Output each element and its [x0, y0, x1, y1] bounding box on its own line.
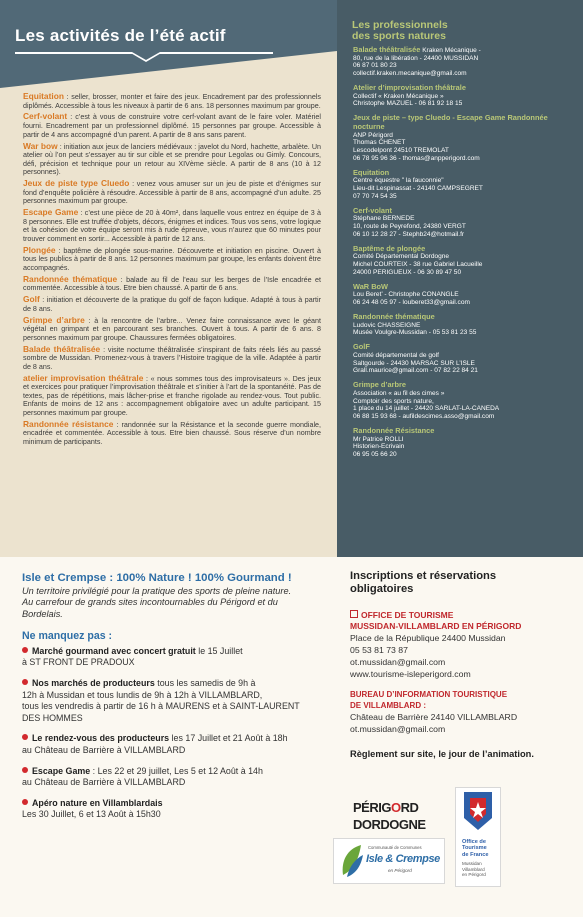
professional-contact-line[interactable]: Christophe MAZUEL - 06 81 92 18 15 [353, 100, 463, 108]
professional-entry [353, 427, 578, 459]
professional-contact-line: Collectif « Kraken Mécanique » [353, 92, 444, 100]
info-bureau-details: Château de Barrière 24140 VILLAMBLARD ot.mussidan@gmail.com [350, 711, 575, 735]
professional-contact-line: Stéphane BERNEDE [353, 215, 415, 223]
professional-activity: WaR BoW [353, 281, 389, 291]
perigord-dordogne-logo: PÉRIGORD DORDOGNE [353, 800, 426, 832]
activities-list [23, 92, 321, 449]
professional-entry [353, 114, 578, 162]
event-details-line: à ST FRONT DE PRADOUX [22, 657, 135, 668]
event-details: : Les 22 et 29 juillet, Les 5 et 12 Août à 14h [90, 765, 263, 776]
activity-item [23, 420, 321, 447]
activity-name: Jeux de piste type Cluedo [23, 178, 130, 189]
event-item [22, 766, 322, 789]
activity-name: Equitation [23, 91, 64, 101]
professional-contact-line: Ludovic CHASSEIGNE [353, 321, 421, 329]
professional-contact-line: 10, route de Peyrefond, 24380 VERGT [353, 223, 466, 231]
activity-name: Golf [23, 294, 40, 305]
professional-activity: Equitation [353, 167, 390, 177]
activity-name: Balade théâtralisée [23, 343, 101, 354]
professional-activity: Grimpe d’arbre [353, 380, 406, 390]
square-icon [350, 610, 358, 618]
activity-description: : baptême de plongée sous-marine. Découverte et initiation en piscine. Ouvert à tous les publics à partir de 8 ans. 12 personnes maximum par groupe, les enfants doivent être accompagnés. [23, 246, 321, 272]
activity-description: : initiation aux jeux de lanciers médiévaux : javelot du Nord, hachette, arbalète. Un atelier où l’on peut s’essayer au tir sur cible et se prendre pour Legolas ou Gimly. Concours, défi, précision et technique pour un retour au XIVème siècle. A partir de 8 ans (10 à 12 personnes). [23, 142, 321, 177]
bullet-icon [22, 767, 28, 773]
activity-description: : seller, brosser, monter et faire des jeux. Encadrement par des professionnels diplômés. Accessible à tous les niveaux à partir de 6 ans. 18 personnes maximum par groupe. [23, 93, 321, 110]
professional-contact-line[interactable]: collectif.kraken.mecanique@gmail.com [353, 70, 467, 78]
office-tourisme-icon [456, 788, 500, 834]
event-item [22, 678, 322, 724]
event-title: Apéro nature en Villamblardais [32, 797, 163, 808]
activity-name: Grimpe d’arbre [23, 314, 85, 325]
chevron-inner [132, 52, 160, 60]
event-details-line: Les 30 Juillet, 6 et 13 Août à 15h30 [22, 809, 161, 820]
professional-contact-line[interactable]: 06 10 12 28 27 - Stephb24@hotmail.fr [353, 230, 465, 238]
event-details: les 17 Juillet et 21 Août à 18h [169, 733, 288, 744]
professional-activity: Baptême de plongée [353, 243, 426, 253]
activity-description: : randonnée sur la Résistance et la seconde guerre mondiale, encadrée et commentée. Accessible à tous. Etre bien chaussé. Sous réserve d’un nombre minimum de participants. [23, 420, 321, 446]
professional-contact-line[interactable]: 06 78 95 96 36 - thomas@anpperigord.com [353, 154, 480, 162]
page-title: Les activités de l’été actif [15, 26, 226, 45]
professional-name: Kraken Mécanique - [420, 47, 481, 54]
activity-description: : c’est une pièce de 20 à 40m², dans laquelle vous entrez en équipe de 3 à 8 personnes. Elle est truffée d’objets, décors, énigmes et indices. Tous vos sens, votre logique et la cohésion de votre équipe seront mis à rude épreuve, vous n’aurez que 60 minutes pour trouver comment en sortir... Accessible à partir de 12 ans. [23, 209, 321, 243]
professional-contact-line: Lou Beret’ - Christophe CONANGLE [353, 291, 459, 299]
professional-contact-line: Lescodelpont 24510 TREMOLAT [353, 147, 449, 155]
event-title: Nos marchés de producteurs [32, 678, 155, 689]
professional-entry [353, 245, 578, 277]
professional-contact-line: Comptoir des sports nature, [353, 397, 434, 405]
registration-section [350, 570, 575, 759]
professional-contact-line: ANP Périgord [353, 131, 393, 139]
professional-contact-line: 1 place du 14 juillet - 24420 SARLAT-LA-CANEDA [353, 405, 500, 413]
event-details-line: au Château de Barrière à VILLAMBLARD [22, 777, 186, 788]
professional-contact-line: Lieu-dit Lespinassat - 24140 CAMPSEGRET [353, 185, 483, 193]
professional-entry [353, 283, 578, 307]
professional-activity: Jeux de piste – type Cluedo - Escape Game Randonnée nocturne [353, 113, 548, 131]
professional-entry [353, 343, 578, 375]
tourist-office-heading: OFFICE DE TOURISME MUSSIDAN-VILLAMBLARD EN PÉRIGORD [350, 610, 522, 631]
activity-item [23, 142, 321, 177]
activity-item [23, 179, 321, 206]
event-details-line: 12h à Mussidan et tous lundis de 9h à 12h à VILLAMBLARD, [22, 689, 263, 700]
professional-contact-line[interactable]: 24000 PERIGUEUX - 06 30 89 47 50 [353, 268, 462, 276]
professional-contact-line: Comité départemental de golf [353, 352, 439, 359]
event-details: le 15 Juillet [195, 645, 243, 656]
activity-description: : visite nocturne théâtralisée s’inspirant de faits réels liés au passé sombre de Mussidan. Promenez-vous à travers l’Histoire tragique de la ville. Adaptée à partir de 8 ans. [23, 345, 321, 371]
professional-activity: Cerf-volant [353, 205, 393, 215]
events-list [22, 646, 322, 821]
professional-contact-line[interactable]: 07 70 74 54 35 [353, 192, 397, 200]
isle-crempse-logo: Communauté de Communes Isle & Crempse en Périgord [333, 838, 445, 884]
activity-item [23, 275, 321, 293]
professional-contact-line[interactable]: Musée Voulgre-Mussidan - 05 53 81 23 55 [353, 329, 477, 337]
event-details-line: tous les vendredis à partir de 16 h à MAURENS et à SAINT-LAURENT [22, 701, 300, 712]
professional-entry [353, 46, 578, 78]
professional-contact-line[interactable]: 06 24 48 05 97 - louberet33@gmail.com [353, 299, 470, 307]
activity-description: : « nous sommes tous des improvisateurs ». Des jeux et exercices pour pratiquer l’improvisation théâtrale et s’initier à l’art de la spontanéité. Pas de textes, pas de répétitions, mais lâcher-prise et franche rigolade au rendez-vous. Tout public. Enfants de moins de 12 ans : accompagnement obligatoire avec un adulte participant. 15 personnes maximum par groupe. [23, 374, 321, 417]
activity-name: War bow [23, 140, 58, 151]
activity-item [23, 295, 321, 313]
activity-item [23, 208, 321, 243]
activity-name: Escape Game [23, 207, 79, 218]
activity-description: : c’est à vous de construire votre cerf-volant avant de le faire voler. Matériel fourni. Encadrement par un professionnel diplômé. 15 personnes par groupe. Accessible à partir de 4 ans accompagné d’un parent. A partir de 8 ans sans parent. [23, 113, 321, 139]
professional-activity: Balade théâtralisée [353, 45, 421, 54]
professional-activity: Randonnée Résistance [353, 426, 435, 435]
tourist-office-logo: Office de Tourisme de France Mussidan Villamblard en Périgord [455, 787, 501, 887]
activity-description: : à la rencontre de l’arbre... Venez faire connaissance avec le géant végétal en grimpant et en parcourant ses branches. Ouvert à tous. A partir de 6 ans. 8 personnes maximum par groupe. Chaussures fermées obligatoires. [23, 316, 321, 342]
professional-contact-line: Mr Patrice ROLLI [353, 435, 404, 443]
professional-entry [353, 84, 578, 108]
activity-name: Randonnée thématique [23, 273, 118, 284]
professional-entry [353, 207, 578, 239]
professional-entry [353, 169, 578, 201]
event-title: Le rendez-vous des producteurs [32, 733, 170, 744]
event-details-line: au Château de Barrière à VILLAMBLARD [22, 745, 186, 756]
tourist-office-details: Place de la République 24400 Mussidan 05 53 81 73 87 ot.mussidan@gmail.com www.tourisme-isleperigord.com [350, 632, 575, 680]
office-website-link[interactable]: www.tourisme-isleperigord.com [350, 669, 471, 679]
activity-item [23, 92, 321, 110]
activity-name: Randonnée résistance [23, 418, 114, 429]
professional-entry [353, 313, 578, 337]
professional-contact-line[interactable]: 06 87 01 80 23 [353, 62, 397, 70]
professional-contact-line: Historien-Ecrivain [353, 443, 405, 451]
professional-contact-line: 80, rue de la libération - 24400 MUSSIDAN [353, 54, 479, 62]
professional-contact-line: Comité Départemental Dordogne [353, 253, 450, 261]
professional-activity: Atelier d’improvisation théâtrale [353, 83, 466, 92]
professional-activity: Randonnée thématique [353, 312, 435, 321]
activity-description: : venez vous amuser sur un jeu de piste et d’énigmes sur fond d’enquête policière à résoudre. Accessible à partir de 8 ans, accompagné d’un adulte. 25 personnes maximum par groupe. [23, 180, 321, 206]
activity-description: : initiation et découverte de la pratique du golf de façon ludique. Adapté à tous à partir de 8 ans. [23, 296, 321, 313]
office-phone[interactable]: 05 53 81 73 87 [350, 645, 408, 655]
professionals-list [353, 46, 578, 465]
event-details: tous les samedis de 9h à [154, 678, 256, 689]
leaf-icon [337, 841, 367, 881]
professional-contact-line: Association « au fil des cimes » [353, 390, 445, 397]
territory-subtitle: Un territoire privilégié pour la pratique des sports de pleine nature. Au carrefour de grands sites incontournables du Périgord et du Bordelais. [22, 586, 292, 619]
professional-contact-line: Centre équestre " la fauconnie" [353, 177, 444, 185]
bullet-icon [22, 799, 28, 805]
professional-contact-line: Michel COURTEIX - 38 rue Gabriel Lacueille [353, 261, 483, 269]
professional-contact-line: Saltgourde - 24430 MARSAC SUR L’ISLE [353, 359, 475, 367]
activity-description: : balade au fil de l’eau sur les berges de l’Isle encadrée et commentée. Accessible à tous. Etre bien chaussé. A partir de 6 ans. [23, 275, 321, 293]
dont-miss-heading: Ne manquez pas : [22, 629, 113, 642]
activity-name: atelier improvisation théâtrale [23, 372, 144, 383]
professional-contact-line[interactable]: Grall.maurice@gmail.com - 07 82 22 84 21 [353, 367, 478, 375]
territory-section [22, 572, 322, 830]
bullet-icon [22, 734, 28, 740]
activity-item [23, 246, 321, 273]
activity-item [23, 345, 321, 372]
bullet-icon [22, 647, 28, 653]
bullet-icon [22, 679, 28, 685]
activity-name: Cerf-volant [23, 111, 68, 122]
professionals-title: Les professionnels des sports natures [352, 19, 448, 42]
office-email-link[interactable]: ot.mussidan@gmail.com [350, 657, 446, 667]
event-title: Escape Game [32, 765, 91, 776]
event-item [22, 733, 322, 756]
professional-entry [353, 381, 578, 421]
professional-contact-line[interactable]: 06 88 15 93 68 - aufildescimes.asso@gmail.com [353, 413, 495, 421]
event-title: Marché gourmand avec concert gratuit [32, 645, 196, 656]
professional-activity: GolF [353, 342, 370, 352]
payment-note: Règlement sur site, le jour de l’animation. [350, 749, 534, 760]
activity-item [23, 374, 321, 418]
activity-item [23, 112, 321, 139]
bureau-email-link[interactable]: ot.mussidan@gmail.com [350, 724, 446, 735]
info-bureau-heading: BUREAU D’INFORMATION TOURISTIQUE DE VILLAMBLARD : [350, 690, 508, 710]
event-details-line: DES HOMMES [22, 712, 83, 723]
event-item [22, 646, 322, 669]
registration-title: Inscriptions et réservations obligatoires [350, 570, 497, 595]
territory-title: Isle et Crempse : 100% Nature ! 100% Gourmand ! [22, 572, 292, 584]
professional-contact-line[interactable]: 06 95 05 66 20 [353, 451, 397, 459]
activity-name: Plongée [23, 244, 56, 255]
event-item [22, 798, 322, 821]
professional-contact-line: Thomas CHENET [353, 139, 406, 147]
activity-item [23, 316, 321, 343]
